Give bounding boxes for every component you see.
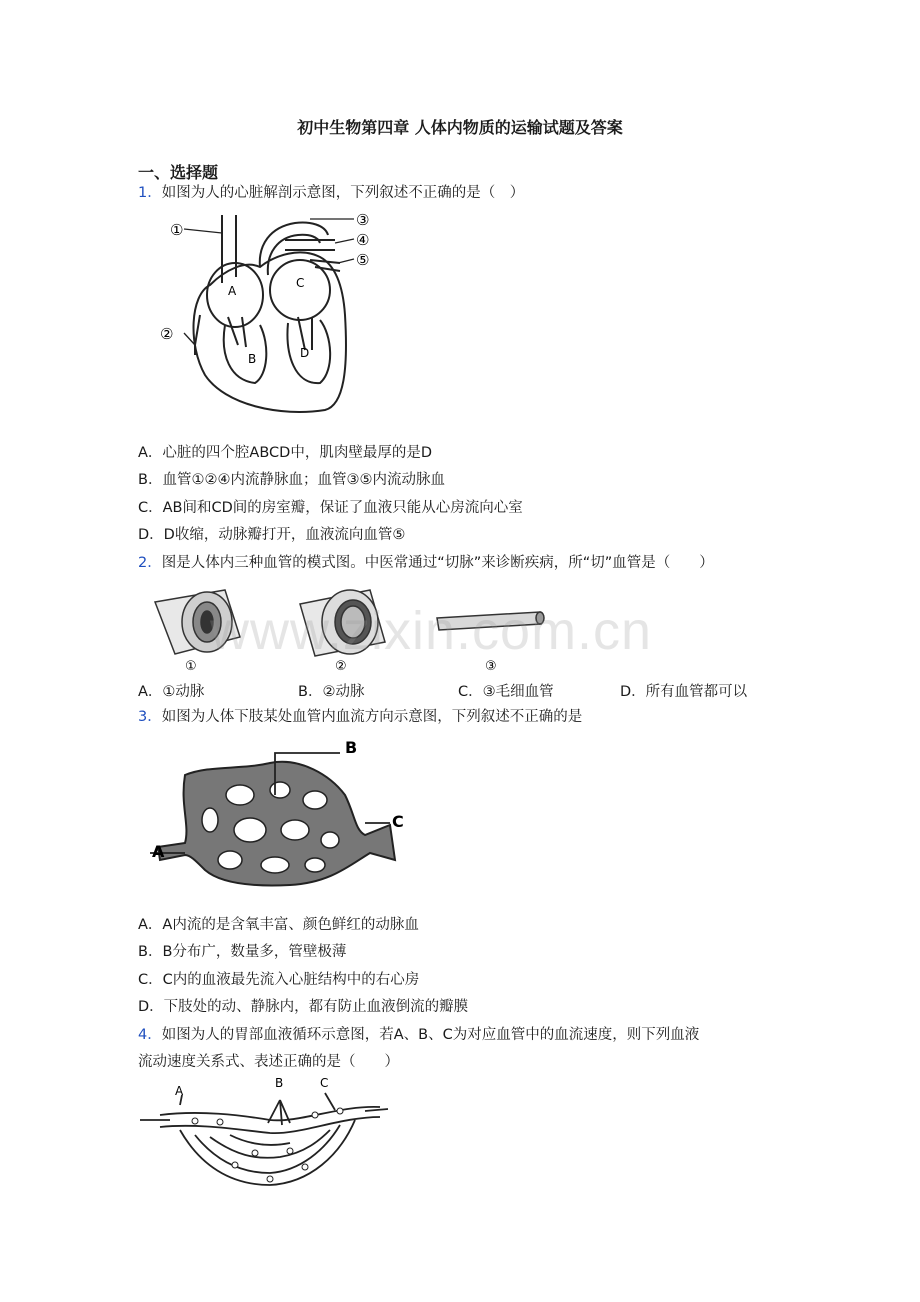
label-5: ⑤ xyxy=(356,251,370,269)
question-1 xyxy=(138,183,524,203)
label-b: B xyxy=(275,1076,284,1090)
capillary-network-diagram xyxy=(150,735,420,900)
section-heading: 一、选择题 xyxy=(138,163,219,182)
label-1: ① xyxy=(170,221,184,239)
question-3 xyxy=(138,707,582,727)
question-text-line-1: 如图为人的胃部血液循环示意图，若A、B、C为对应血管中的血流速度，则下列血液 xyxy=(161,1027,700,1043)
q2-option-d: D．所有血管都可以 xyxy=(620,684,748,700)
label-c: C xyxy=(296,276,305,290)
label-a: A xyxy=(228,284,237,298)
label-2: ② xyxy=(160,325,174,343)
label-a: A xyxy=(175,1084,184,1098)
question-4 xyxy=(138,1025,699,1045)
stomach-circulation-diagram xyxy=(140,1075,400,1195)
q3-option-c: C．C内的血液最先流入心脏结构中的右心房 xyxy=(138,972,420,988)
q1-option-d: D．D收缩，动脉瓣打开，血液流向血管⑤ xyxy=(138,527,406,543)
q1-option-a: A．心脏的四个腔ABCD中，肌肉壁最厚的是D xyxy=(138,445,432,461)
q3-option-a: A．A内流的是含氧丰富、颜色鲜红的动脉血 xyxy=(138,917,419,933)
question-number: 4． xyxy=(138,1027,162,1043)
question-text: 图是人体内三种血管的模式图。中医常通过“切脉”来诊断疾病，所“切”血管是（ ） xyxy=(161,555,714,571)
label-c: C xyxy=(320,1076,329,1090)
question-4-line-2: 流动速度关系式、表述正确的是（ ） xyxy=(138,1054,399,1070)
label-b: B xyxy=(345,738,358,757)
q2-option-c: C．③毛细血管 xyxy=(458,684,554,700)
label-c: C xyxy=(392,812,404,831)
question-text: 如图为人的心脏解剖示意图，下列叙述不正确的是（ ） xyxy=(161,185,525,201)
label-a: A xyxy=(152,842,165,861)
watermark: www.zixin.com.cn xyxy=(210,601,653,661)
question-text: 如图为人体下肢某处血管内血流方向示意图，下列叙述不正确的是 xyxy=(161,709,583,725)
label-4: ④ xyxy=(356,231,370,249)
q1-option-c: C．AB间和CD间的房室瓣，保证了血液只能从心房流向心室 xyxy=(138,500,523,516)
heart-diagram xyxy=(160,205,380,420)
q3-option-d: D．下肢处的动、静脉内，都有防止血液倒流的瓣膜 xyxy=(138,999,469,1015)
vessel-label-1: ① xyxy=(185,659,197,674)
q1-option-b: B．血管①②④内流静脉血；血管③⑤内流动脉血 xyxy=(138,472,445,488)
label-d: D xyxy=(300,346,310,360)
question-number: 2． xyxy=(138,555,162,571)
q2-option-a: A．①动脉 xyxy=(138,684,205,700)
label-b: B xyxy=(248,352,257,366)
vessel-label-2: ② xyxy=(335,659,347,674)
label-3: ③ xyxy=(356,211,370,229)
q2-option-b: B．②动脉 xyxy=(298,684,365,700)
question-number: 3． xyxy=(138,709,162,725)
question-2 xyxy=(138,553,714,573)
q3-option-b: B．B分布广，数量多，管壁极薄 xyxy=(138,944,347,960)
question-number: 1． xyxy=(138,185,162,201)
page-title: 初中生物第四章 人体内物质的运输试题及答案 xyxy=(297,118,623,137)
vessel-label-3: ③ xyxy=(485,659,497,674)
